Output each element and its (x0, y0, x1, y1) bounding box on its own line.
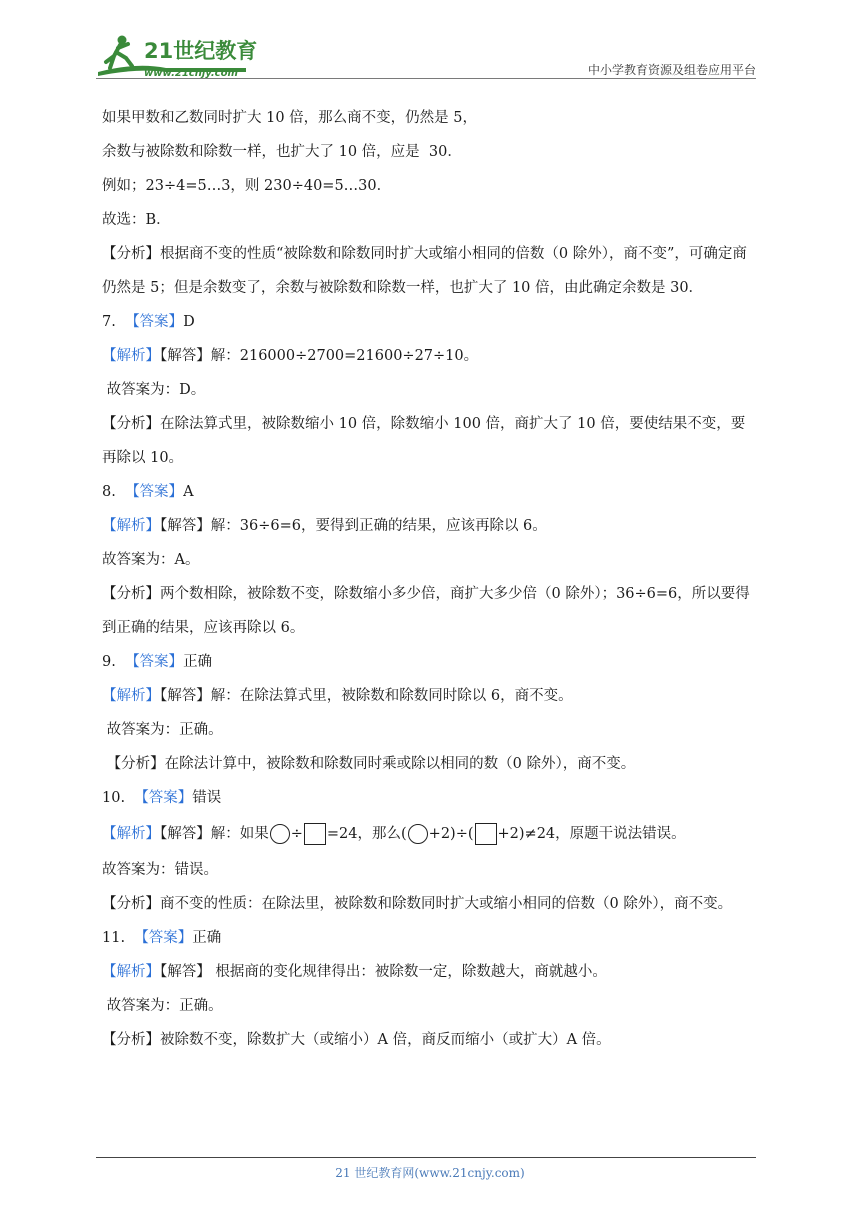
analysis-text: 在除法计算中，被除数和除数同时乘或除以相同的数（0 除外），商不变。 (164, 756, 636, 772)
final-answer: 故答案为：错误。 (102, 862, 218, 878)
question-number: 10. (102, 790, 135, 806)
circle-blank-icon (408, 824, 428, 844)
explanation-tag: 【解析】 (102, 964, 160, 980)
explanation-tag: 【解析】 (102, 348, 160, 364)
question-10-answer (102, 781, 757, 815)
solution-text: +2)≠24，原题干说法错误。 (497, 826, 686, 842)
question-11-solution (102, 955, 757, 989)
answer-value: 正确 (192, 930, 222, 946)
divide-sign: ÷ (290, 826, 303, 842)
logo-sub: www.21cnjy.com (144, 68, 238, 78)
solution-text: 【解答】解：36÷6=6，要得到正确的结果，应该再除以 6。 (160, 518, 547, 534)
answer-tag: 【答案】 (134, 930, 193, 946)
answer-tag: 【答案】 (125, 654, 184, 670)
explanation-tag: 【解析】 (102, 518, 160, 534)
question-9-solution (102, 679, 757, 713)
analysis-text: 商不变的性质：在除法里，被除数和除数同时扩大或缩小相同的倍数（0 除外），商不变。 (160, 896, 733, 912)
answer-value: 错误 (192, 790, 222, 806)
analysis-text: 两个数相除，被除数不变，除数缩小多少倍，商扩大多少倍（0 除外）；36÷6=6，所以要得到正确的结果，应该再除以 6。 (102, 586, 750, 636)
solution-text: 【解答】解：216000÷2700=21600÷27÷10。 (160, 348, 479, 364)
text-line: 例如；23÷4=5…3，则 230÷40=5…30． (102, 178, 392, 194)
page-header (96, 28, 756, 80)
answer-tag: 【答案】 (125, 314, 184, 330)
final-answer: 故答案为：D。 (102, 382, 206, 398)
answer-value: 正确 (183, 654, 213, 670)
question-8-solution (102, 509, 757, 543)
final-answer: 故答案为：正确。 (102, 722, 223, 738)
answer-value: A (183, 484, 194, 500)
answer-value: D (183, 314, 195, 330)
solution-text: +2)÷( (428, 826, 474, 842)
logo-text: 21世纪教育 (144, 39, 258, 63)
analysis-tag: 【分析】 (102, 246, 160, 262)
explanation-tag: 【解析】 (102, 688, 160, 704)
analysis-paragraph (102, 747, 757, 781)
question-number: 11. (102, 930, 135, 946)
question-7-answer (102, 305, 757, 339)
text-line: 故选：B． (102, 212, 171, 228)
analysis-paragraph (102, 407, 757, 475)
final-answer: 故答案为：A。 (102, 552, 200, 568)
header-platform-text: 中小学教育资源及组卷应用平台 (587, 63, 756, 77)
analysis-paragraph (102, 577, 757, 645)
question-8-answer (102, 475, 757, 509)
question-9-answer (102, 645, 757, 679)
footer-divider (96, 1157, 756, 1158)
answer-tag: 【答案】 (134, 790, 193, 806)
text-line: 如果甲数和乙数同时扩大 10 倍，那么商不变，仍然是 5， (102, 110, 478, 126)
solution-text: 【解答】 根据商的变化规律得出：被除数一定，除数越大，商就越小。 (160, 964, 607, 980)
explanation-tag: 【解析】 (102, 826, 160, 842)
solution-text: 【解答】解：在除法算式里，被除数和除数同时除以 6，商不变。 (160, 688, 573, 704)
answer-tag: 【答案】 (125, 484, 184, 500)
square-blank-icon (475, 823, 497, 845)
document-body (102, 101, 757, 1057)
analysis-tag: 【分析】 (106, 756, 165, 772)
question-number: 7. (102, 314, 126, 330)
analysis-paragraph (102, 887, 757, 921)
circle-blank-icon (270, 824, 290, 844)
analysis-tag: 【分析】 (102, 896, 160, 912)
footer-text: 21 世纪教育网(www.21cnjy.com) (335, 1166, 525, 1180)
question-number: 9. (102, 654, 126, 670)
analysis-text: 在除法算式里，被除数缩小 10 倍，除数缩小 100 倍，商扩大了 10 倍，要使结果不变，要再除以 10。 (102, 416, 746, 466)
analysis-tag: 【分析】 (102, 586, 160, 602)
text-line: 余数与被除数和除数一样，也扩大了 10 倍，应是 30． (102, 144, 462, 160)
analysis-paragraph (102, 1023, 757, 1057)
header-divider (96, 78, 756, 79)
analysis-text: 被除数不变，除数扩大（或缩小）A 倍，商反而缩小（或扩大）A 倍。 (160, 1032, 611, 1048)
analysis-text: 根据商不变的性质“被除数和除数同时扩大或缩小相同的倍数（0 除外），商不变”，可确定商仍然是 5；但是余数变了，余数与被除数和除数一样，也扩大了 10 倍，由此确定余数是 30． (102, 246, 747, 296)
final-answer: 故答案为：正确。 (102, 998, 223, 1014)
question-11-answer (102, 921, 757, 955)
question-7-solution (102, 339, 757, 373)
analysis-tag: 【分析】 (102, 416, 160, 432)
solution-text: =24，那么( (326, 826, 407, 842)
question-number: 8. (102, 484, 126, 500)
question-10-solution (102, 815, 757, 853)
square-blank-icon (304, 823, 326, 845)
logo (96, 32, 266, 78)
solution-text: 【解答】解：如果 (160, 826, 269, 842)
analysis-tag: 【分析】 (102, 1032, 160, 1048)
analysis-paragraph (102, 237, 757, 305)
